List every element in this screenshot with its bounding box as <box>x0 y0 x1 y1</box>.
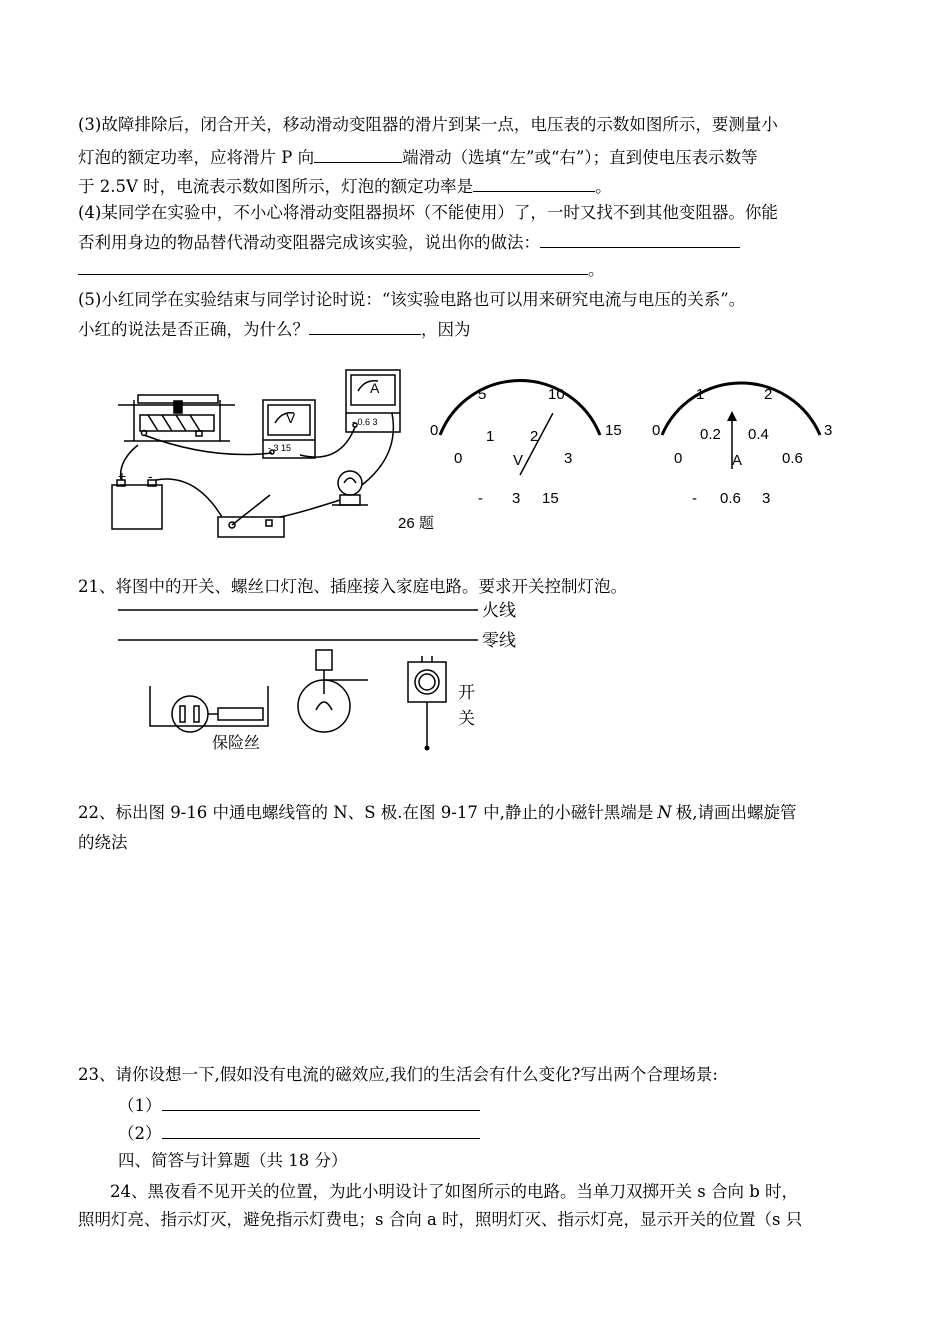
a-tick-3: 3 <box>824 422 833 439</box>
q23-line1: 23、请你设想一下,假如没有电流的磁效应,我们的生活会有什么变化?写出两个合理场景: <box>78 1065 718 1084</box>
power-answer-blank[interactable] <box>473 175 595 192</box>
battery-plus-label: + <box>118 468 127 484</box>
wire <box>156 479 222 517</box>
circuit-lamp <box>332 471 368 505</box>
v-tick-2: 2 <box>530 428 539 445</box>
q3-line3 <box>78 175 612 197</box>
a-tick-2: 2 <box>764 386 773 403</box>
q4-line3 <box>78 258 605 280</box>
section-4-heading: 四、简答与计算题（共 18 分） <box>118 1151 348 1170</box>
q23-blank-1[interactable] <box>162 1094 480 1111</box>
a-tick-bottom-0-6: 0.6 <box>782 450 803 467</box>
v-terminal-minus: - <box>478 490 483 507</box>
q4-answer-blank-2[interactable] <box>78 258 588 275</box>
v-tick-bottom-0: 0 <box>454 450 463 467</box>
a-terminal-0-6: 0.6 <box>720 490 741 507</box>
wire <box>280 500 340 517</box>
q23-blank-2[interactable] <box>162 1122 480 1139</box>
q23-answer-2 <box>118 1122 480 1144</box>
voltmeter-dial <box>430 381 622 507</box>
circuit-voltmeter-letter: V <box>286 410 296 426</box>
q3-line2-text-a: 灯泡的额定功率，应将滑片 P 向 <box>78 148 315 167</box>
q4-line3-end: 。 <box>588 260 605 279</box>
q23-label-2: （2） <box>118 1124 162 1143</box>
q4-line1: (4)某同学在实验中，不小心将滑动变阻器损坏（不能使用）了，一时又找不到其他变阻器。你能 <box>78 203 778 222</box>
ammeter-needle-arrow <box>727 411 737 421</box>
q22-line1 <box>78 803 797 823</box>
wall-switch <box>408 656 446 746</box>
battery <box>112 480 162 529</box>
knife-switch <box>218 495 284 537</box>
figure-21 <box>110 598 540 758</box>
figure-26-caption: 26 题 <box>398 515 434 532</box>
a-tick-1: 1 <box>696 386 705 403</box>
q22-text-a: 22、标出图 9-16 中通电螺线管的 N、S 极.在图 9-17 中,静止的小磁针黑端是 <box>78 803 654 822</box>
v-tick-5: 5 <box>478 386 487 403</box>
ammeter-dial <box>652 383 832 507</box>
n-pole-symbol: N <box>657 803 672 822</box>
fuse <box>218 708 263 720</box>
q3-line3-text-b: 。 <box>595 177 612 196</box>
screw-lamp <box>298 650 368 732</box>
q3-line2-text-b: 端滑动（选填“左”或“右”）；直到使电压表示数等 <box>402 148 758 167</box>
q4-line2-text: 否利用身边的物品替代滑动变阻器完成该实验，说出你的做法： <box>78 233 540 252</box>
v-tick-15: 15 <box>605 422 622 439</box>
figure-26 <box>100 365 850 545</box>
switch-label-2: 关 <box>458 709 475 728</box>
q5-line2-text-a: 小红的说法是否正确，为什么？ <box>78 320 309 339</box>
v-tick-0: 0 <box>430 422 439 439</box>
q3-line3-text-a: 于 2.5V 时，电流表示数如图所示，灯泡的额定功率是 <box>78 177 474 196</box>
q24-line1: 24、黑夜看不见开关的位置，为此小明设计了如图所示的电路。当单刀双掷开关 s 合向 b 时， <box>110 1182 799 1201</box>
v-tick-10: 10 <box>548 386 565 403</box>
live-wire-label: 火线 <box>482 601 516 620</box>
ammeter-dial-letter: A <box>732 452 743 469</box>
q3-line1: (3)故障排除后，闭合开关，移动滑动变阻器的滑片到某一点，电压表的示数如图所示，要测量小 <box>78 115 778 134</box>
wire <box>144 435 272 455</box>
q22-text-b: 极,请画出螺旋管 <box>675 803 797 822</box>
q23-label-1: （1） <box>118 1096 162 1115</box>
q5-line1: (5)小红同学在实验结束与同学讨论时说：“该实验电路也可以用来研究电流与电压的关系”。 <box>78 290 746 309</box>
direction-answer-blank[interactable] <box>314 146 402 163</box>
a-tick-0: 0 <box>652 422 661 439</box>
switch-terminal <box>425 746 430 751</box>
a-tick-0-2: 0.2 <box>700 426 721 443</box>
v-terminal-15: 15 <box>542 490 559 507</box>
fuse-label: 保险丝 <box>212 735 261 752</box>
q3-line2 <box>78 146 758 168</box>
a-tick-bottom-0: 0 <box>674 450 683 467</box>
q5-line2-text-b: ，因为 <box>421 320 471 339</box>
voltmeter-dial-letter: V <box>513 452 524 469</box>
a-terminal-minus: - <box>692 490 697 507</box>
q21-text: 21、将图中的开关、螺丝口灯泡、插座接入家庭电路。要求开关控制灯泡。 <box>78 577 627 596</box>
battery-minus-label: - <box>148 468 153 484</box>
neutral-wire-label: 零线 <box>482 631 516 650</box>
circuit-voltmeter-ranges: - 3 15 <box>268 443 292 453</box>
v-tick-1: 1 <box>486 428 495 445</box>
q22-line2: 的绕法 <box>78 833 128 852</box>
socket <box>150 686 268 732</box>
a-terminal-3: 3 <box>762 490 771 507</box>
q5-line2 <box>78 318 471 340</box>
q24-line2: 照明灯亮、指示灯灭，避免指示灯费电；s 合向 a 时，照明灯灭、指示灯亮，显示开关的位置（s 只 <box>78 1210 803 1229</box>
circuit-ammeter-ranges: - 0.6 3 <box>352 417 378 427</box>
q4-answer-blank-1[interactable] <box>540 231 740 248</box>
rheostat <box>118 395 235 441</box>
q23-answer-1 <box>118 1094 480 1116</box>
switch-label-1: 开 <box>458 683 475 702</box>
a-tick-0-4: 0.4 <box>748 426 769 443</box>
v-tick-bottom-3: 3 <box>564 450 573 467</box>
circuit-ammeter-letter: A <box>370 380 380 396</box>
q4-line2 <box>78 231 740 253</box>
v-terminal-3: 3 <box>512 490 521 507</box>
q5-answer-blank[interactable] <box>309 318 421 335</box>
